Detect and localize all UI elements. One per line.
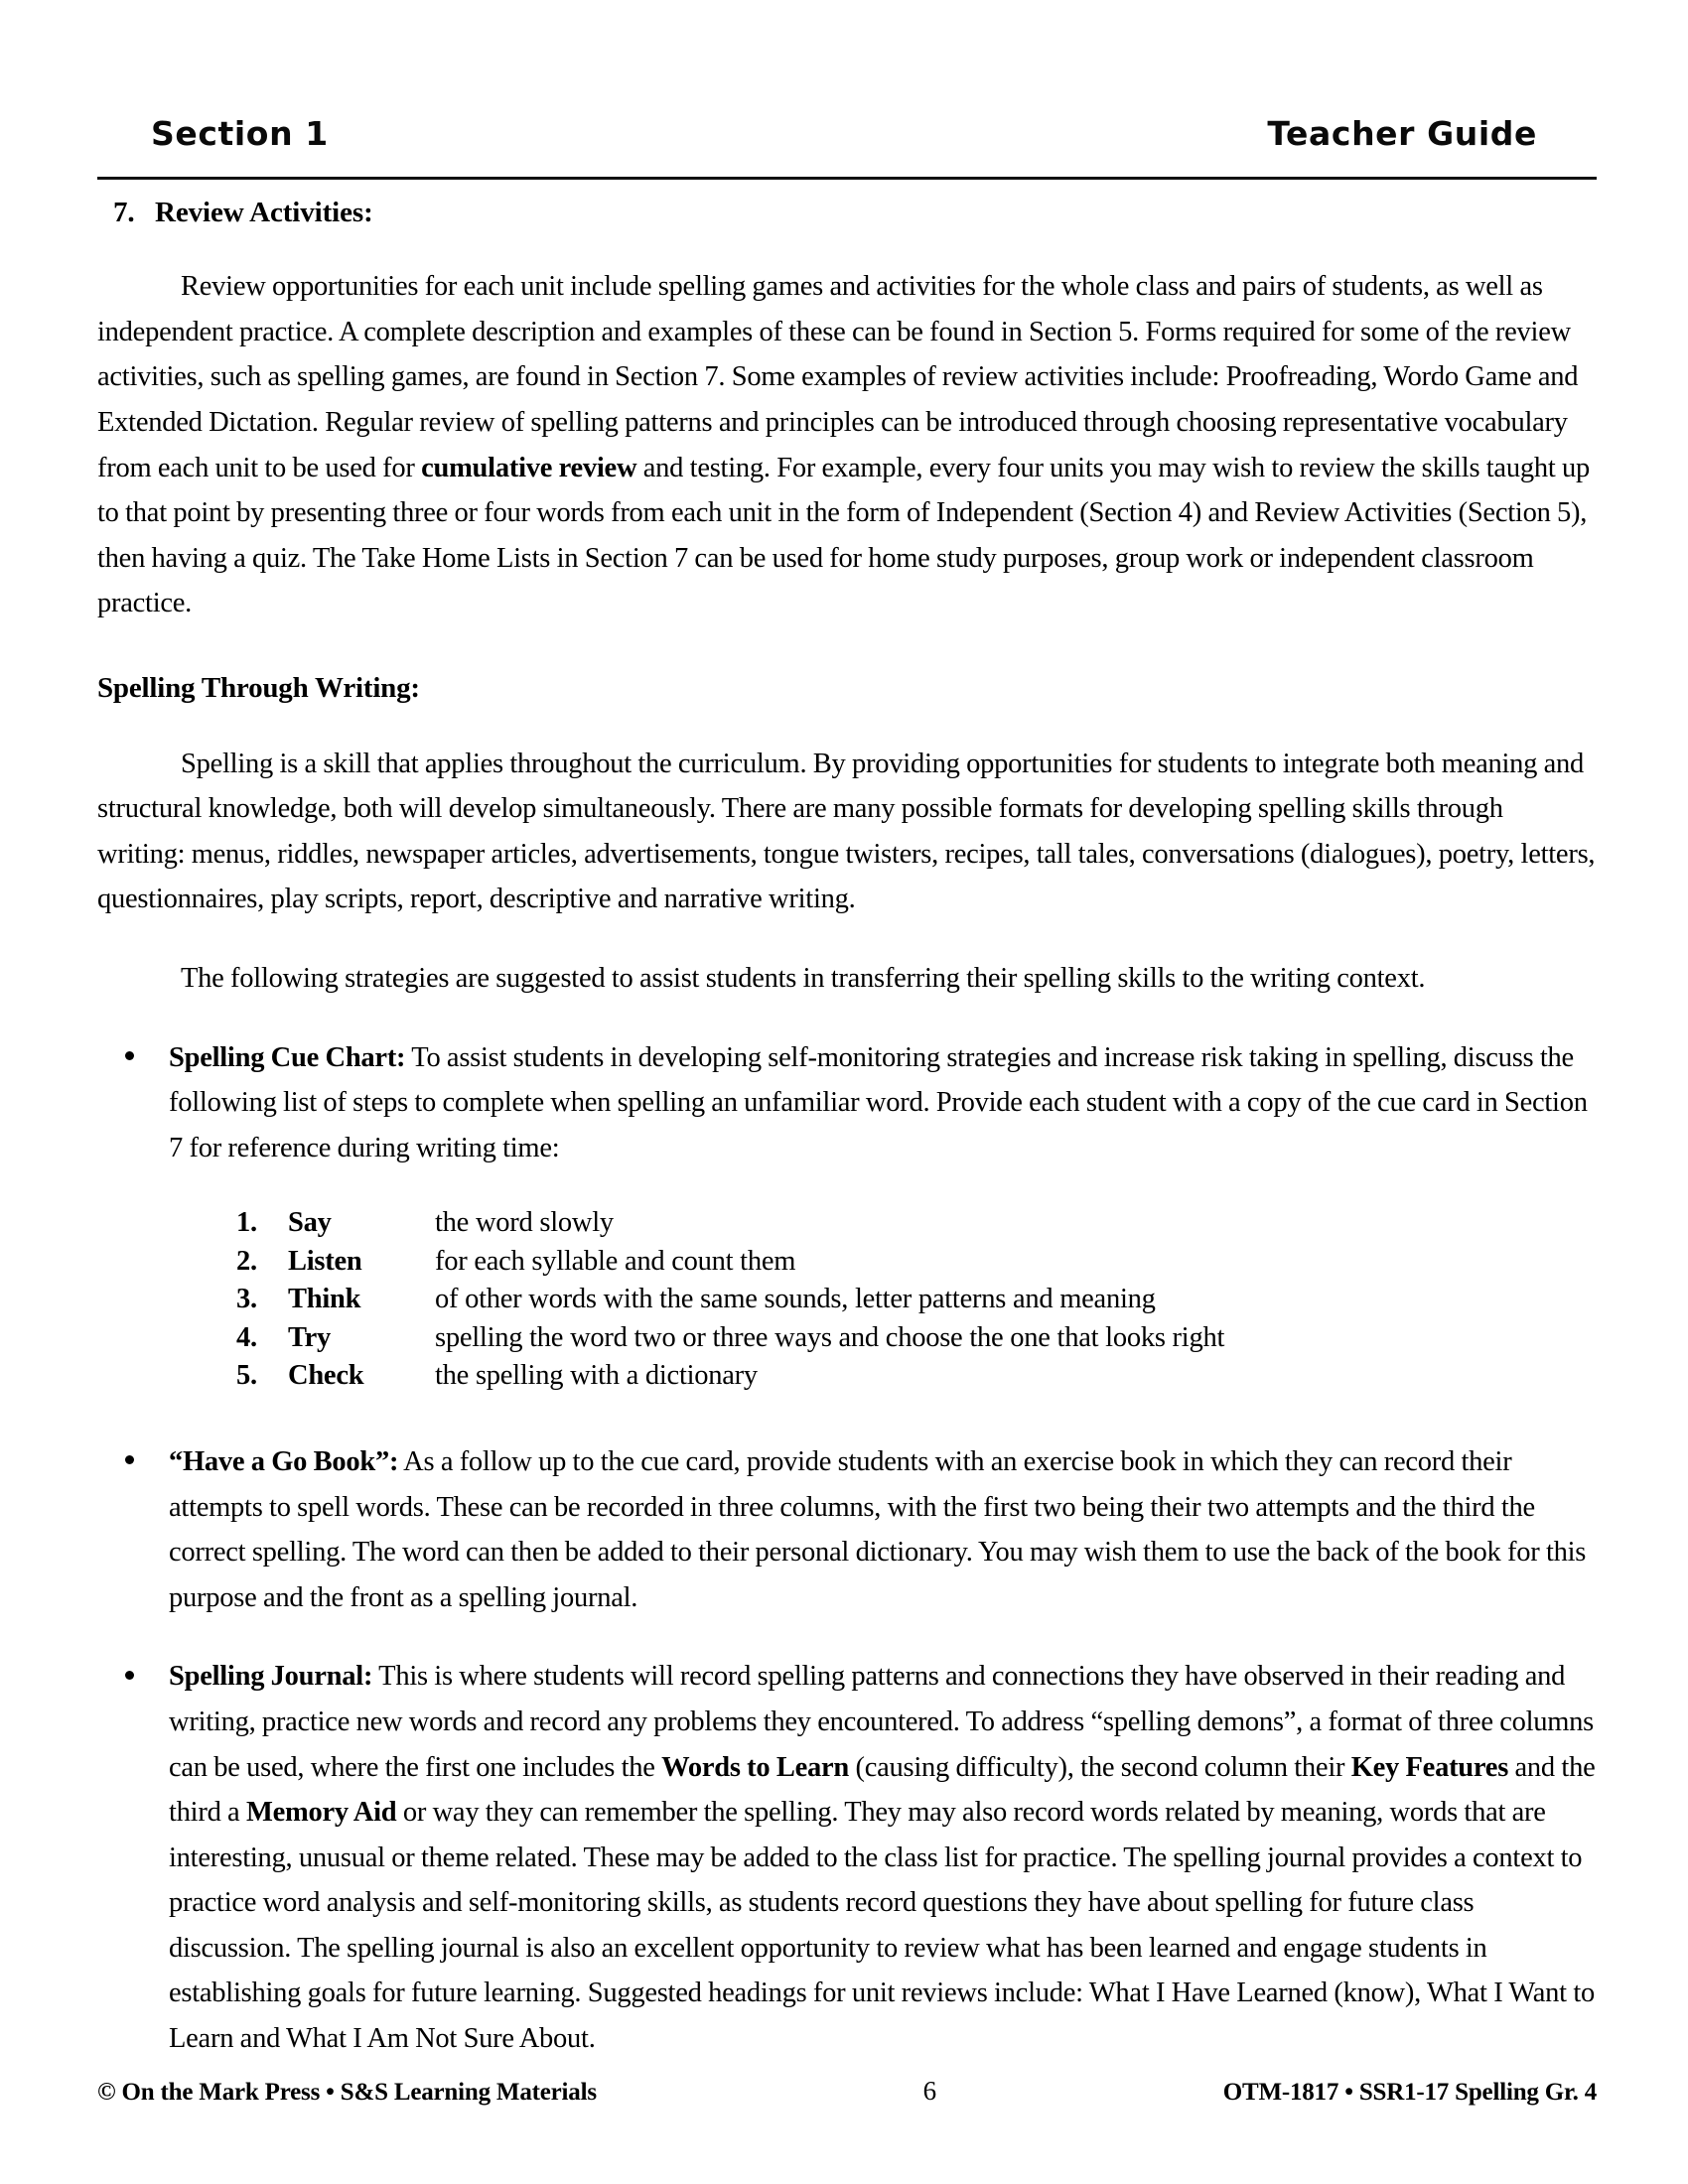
- bullet-term-have-a-go-book: “Have a Go Book”:: [169, 1445, 399, 1477]
- cue-number: 1.: [236, 1207, 257, 1239]
- cue-verb: Check: [288, 1360, 364, 1392]
- cue-number: 3.: [236, 1284, 257, 1315]
- bullet-dot-icon: [125, 1051, 134, 1060]
- bullet-text-spelling-cue-chart: To assist students in developing self-monitoring strategies and increase risk taking in spelling, discuss the following list of steps to complete when spelling an unfamiliar word. Provide each student with a copy of the cue card in Section 7 for reference during writing time:: [169, 1041, 1588, 1163]
- table-row: [236, 1204, 1224, 1243]
- list-item: [97, 1035, 1597, 1171]
- journal-text-seg2: (causing difficulty), the second column their: [849, 1751, 1351, 1783]
- spelling-through-writing-heading: Spelling Through Writing:: [97, 672, 420, 704]
- review-paragraph-part1: Review opportunities for each unit include spelling games and activities for the whole class and pairs of students, as well as independent practice. A complete description and examples of these can be found in Section 5. Forms required for some of the review activities, such as spelling games, are found in Section 7. Some examples of review activities include: Proofreading, Wordo Game and Extended Dictation. Regular review of spelling patterns and principles can be introduced through choosing representative vocabulary from each unit to be used for: [97, 271, 1579, 483]
- list-item: [97, 1654, 1597, 2061]
- footer-copyright: © On the Mark Press • S&S Learning Materials: [97, 2079, 597, 2106]
- header-guide-label: Teacher Guide: [1267, 114, 1537, 153]
- table-row: [236, 1357, 1224, 1396]
- writing-paragraph-1: Spelling is a skill that applies throughout the curriculum. By providing opportunities for students to integrate both meaning and structural knowledge, both will develop simultaneously. There are many possible formats for developing spelling skills through writing: menus, riddles, newspaper articles, advertisements, tongue twisters, recipes, tall tales, conversations (dialogues), poetry, letters, questionnaires, play scripts, report, descriptive and narrative writing.: [97, 748, 1596, 915]
- words-to-learn-bold: Words to Learn: [661, 1751, 850, 1783]
- section-number: 7.: [113, 197, 135, 228]
- cue-verb: Listen: [288, 1245, 362, 1277]
- section-heading: [113, 195, 1597, 230]
- writing-paragraph-2: The following strategies are suggested to assist students in transferring their spelling skills to the writing context.: [181, 963, 1426, 995]
- cue-chart-list: [236, 1204, 1224, 1396]
- cue-verb: Think: [288, 1284, 361, 1315]
- bullet-dot-icon: [125, 1455, 134, 1464]
- cue-detail: the word slowly: [435, 1207, 614, 1239]
- journal-text-seg1: This is where students will record spelling patterns and connections they have observed in their reading and writing, practice new words and record any problems they encountered. To address “spelling demons”, a format of three columns can be used, where the first one includes the: [169, 1661, 1595, 1783]
- section-title: Review Activities:: [155, 197, 373, 228]
- list-item: [97, 1439, 1597, 1620]
- cue-number: 2.: [236, 1245, 257, 1277]
- journal-text-seg3: and the third a: [169, 1751, 1596, 1829]
- cue-number: 4.: [236, 1321, 257, 1353]
- header-rule: [97, 177, 1597, 180]
- bullet-text-have-a-go-book: As a follow up to the cue card, provide students with an exercise book in which they can record their attempts to spell words. These can be recorded in three columns, with the first two being their two attempts and the third the correct spelling. The word can then be added to their personal dictionary. You may wish them to use the back of the book for this purpose and the front as a spelling journal.: [169, 1445, 1587, 1613]
- table-row: [236, 1243, 1224, 1282]
- journal-text-seg4: or way they can remember the spelling. They may also record words related by meaning, words that are interesting, unusual or theme related. These may be added to the class list for practice. The spelling journal provides a context to practice word analysis and self-monitoring skills, as students record questions they have about spelling for future class discussion. The spelling journal is also an excellent opportunity to review what has been learned and engage students in establishing goals for future learning. Suggested headings for unit reviews include: What I Have Learned (know), What I Want to Learn and What I Am Not Sure About.: [169, 1797, 1595, 2055]
- review-activities-paragraph: [97, 264, 1597, 626]
- footer-page-number: 6: [922, 2076, 936, 2106]
- bullet-term-spelling-journal: Spelling Journal:: [169, 1661, 373, 1693]
- cue-detail: spelling the word two or three ways and choose the one that looks right: [435, 1321, 1225, 1353]
- table-row: [236, 1319, 1224, 1358]
- cumulative-review-bold: cumulative review: [421, 452, 637, 483]
- bullet-term-spelling-cue-chart: Spelling Cue Chart:: [169, 1041, 406, 1073]
- review-paragraph-part2: and testing. For example, every four units you may wish to review the skills taught up to that point by presenting three or four words from each unit in the form of Independent (Section 4) and Review Activities (Section 5), then having a quiz. The Take Home Lists in Section 7 can be used for home study purposes, group work or independent classroom practice.: [97, 452, 1590, 619]
- key-features-bold: Key Features: [1350, 1751, 1509, 1783]
- cue-detail: the spelling with a dictionary: [435, 1360, 758, 1392]
- memory-aid-bold: Memory Aid: [245, 1797, 397, 1829]
- cue-detail: of other words with the same sounds, letter patterns and meaning: [435, 1284, 1156, 1315]
- cue-verb: Say: [288, 1207, 332, 1239]
- cue-number: 5.: [236, 1360, 257, 1392]
- cue-verb: Try: [288, 1321, 332, 1353]
- document-body: [97, 195, 1597, 2062]
- page-header: [151, 114, 1537, 153]
- cue-detail: for each syllable and count them: [435, 1245, 796, 1277]
- bullet-dot-icon: [125, 1671, 134, 1680]
- footer-product-code: OTM-1817 • SSR1-17 Spelling Gr. 4: [1222, 2079, 1597, 2106]
- page-footer: [97, 2076, 1597, 2107]
- header-section-label: Section 1: [151, 114, 329, 153]
- table-row: [236, 1281, 1224, 1319]
